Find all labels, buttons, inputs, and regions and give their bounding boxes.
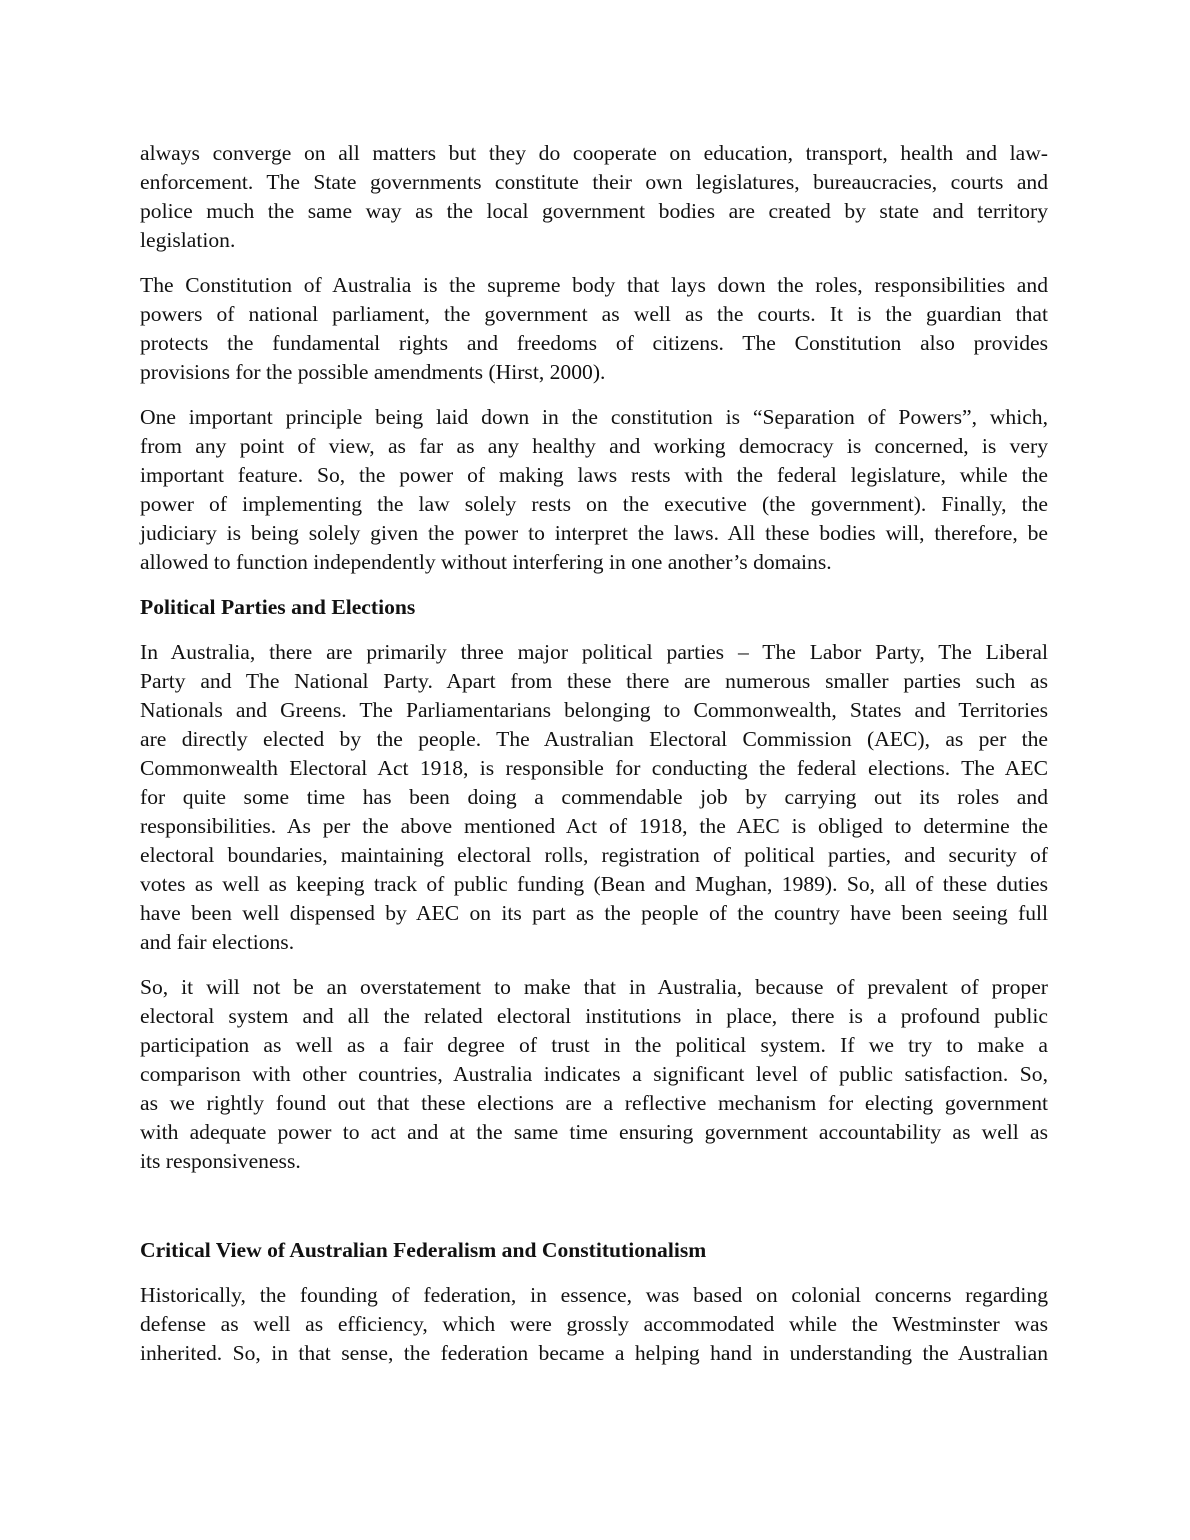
text-line: Critical View of Australian Federalism and Constitutionalism xyxy=(140,1238,707,1262)
text-line: have been well dispensed by AEC on its part as the people of the country have been seeing full xyxy=(140,901,1048,925)
text-line: police much the same way as the local government bodies are created by state and territory xyxy=(140,199,1048,223)
section-heading xyxy=(140,1236,1048,1265)
text-line: So, it will not be an overstatement to make that in Australia, because of prevalent of proper xyxy=(140,975,1048,999)
text-line: Party and The National Party. Apart from these there are numerous smaller parties such as xyxy=(140,669,1048,693)
text-line: One important principle being laid down in the constitution is “Separation of Powers”, which, xyxy=(140,405,1048,429)
text-line: Nationals and Greens. The Parliamentarians belonging to Commonwealth, States and Territories xyxy=(140,698,1048,722)
text-line: with adequate power to act and at the same time ensuring government accountability as well as xyxy=(140,1120,1048,1144)
paragraph xyxy=(140,403,1048,577)
text-line: electoral system and all the related electoral institutions in place, there is a profound public xyxy=(140,1004,1048,1028)
text-line: from any point of view, as far as any healthy and working democracy is concerned, is very xyxy=(140,434,1048,458)
text-line: for quite some time has been doing a commendable job by carrying out its roles and xyxy=(140,785,1048,809)
text-line: always converge on all matters but they do cooperate on education, transport, health and law- xyxy=(140,141,1048,165)
paragraph xyxy=(140,638,1048,957)
text-line: powers of national parliament, the government as well as the courts. It is the guardian that xyxy=(140,302,1048,326)
text-line: responsibilities. As per the above mentioned Act of 1918, the AEC is obliged to determine the xyxy=(140,814,1048,838)
text-line: defense as well as efficiency, which were grossly accommodated while the Westminster was xyxy=(140,1312,1048,1336)
text-line: participation as well as a fair degree of trust in the political system. If we try to make a xyxy=(140,1033,1048,1057)
section-heading xyxy=(140,593,1048,622)
text-line: inherited. So, in that sense, the federation became a helping hand in understanding the Australian xyxy=(140,1341,1048,1365)
paragraph xyxy=(140,1281,1048,1368)
paragraph xyxy=(140,973,1048,1176)
text-line: judiciary is being solely given the power to interpret the laws. All these bodies will, therefore, be xyxy=(140,521,1048,545)
text-line: enforcement. The State governments constitute their own legislatures, bureaucracies, courts and xyxy=(140,170,1048,194)
text-line: Political Parties and Elections xyxy=(140,595,416,619)
text-line: electoral boundaries, maintaining electoral rolls, registration of political parties, and security of xyxy=(140,843,1048,867)
paragraph xyxy=(140,271,1048,387)
text-line: and fair elections. xyxy=(140,930,295,954)
text-line: In Australia, there are primarily three major political parties – The Labor Party, The Liberal xyxy=(140,640,1048,664)
text-line: legislation. xyxy=(140,228,236,252)
text-line: The Constitution of Australia is the supreme body that lays down the roles, responsibilities and xyxy=(140,273,1048,297)
text-line: power of implementing the law solely rests on the executive (the government). Finally, the xyxy=(140,492,1048,516)
text-line: Commonwealth Electoral Act 1918, is responsible for conducting the federal elections. The AEC xyxy=(140,756,1048,780)
text-line: protects the fundamental rights and freedoms of citizens. The Constitution also provides xyxy=(140,331,1048,355)
text-line: as we rightly found out that these elections are a reflective mechanism for electing government xyxy=(140,1091,1048,1115)
text-line: votes as well as keeping track of public funding (Bean and Mughan, 1989). So, all of these duties xyxy=(140,872,1048,896)
text-line: provisions for the possible amendments (Hirst, 2000). xyxy=(140,360,606,384)
text-line: its responsiveness. xyxy=(140,1149,301,1173)
text-line: important feature. So, the power of making laws rests with the federal legislature, while the xyxy=(140,463,1048,487)
blank-line xyxy=(140,1192,1048,1220)
document-page xyxy=(140,139,1048,1384)
text-line: Historically, the founding of federation, in essence, was based on colonial concerns regarding xyxy=(140,1283,1048,1307)
text-line: comparison with other countries, Australia indicates a significant level of public satisfaction. So, xyxy=(140,1062,1048,1086)
paragraph xyxy=(140,139,1048,255)
text-line: allowed to function independently without interfering in one another’s domains. xyxy=(140,550,832,574)
text-line: are directly elected by the people. The Australian Electoral Commission (AEC), as per the xyxy=(140,727,1048,751)
